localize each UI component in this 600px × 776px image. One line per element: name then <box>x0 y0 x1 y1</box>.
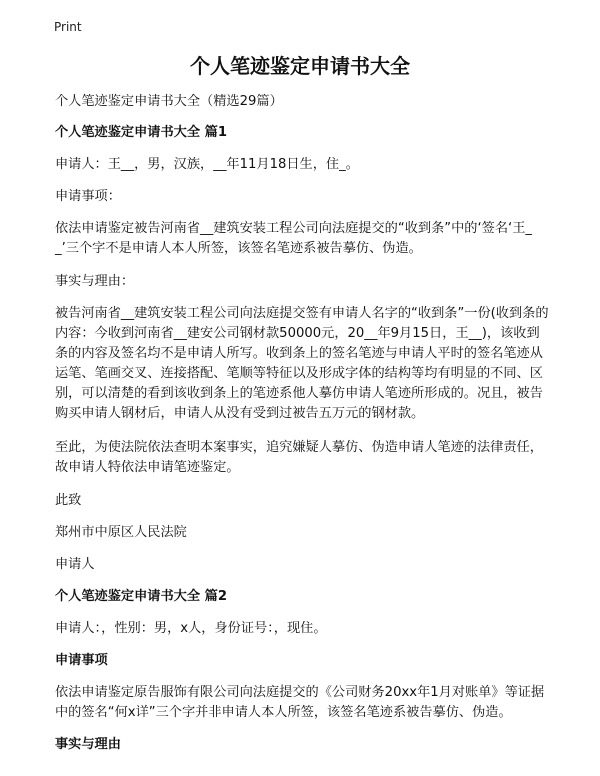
section1-facts: 被告河南省__建筑安装工程公司向法庭提交签有申请人名字的“收到条”一份(收到条的内容：今收到河南省__建安公司钢材款50000元，20__年9月15日，王__)，该收到条的内容及签名均不是申请人所写。收到条上的签名笔迹与申请人平时的签名笔迹从运笔、笔画交叉、连接搭配、笔顺等特征以及形成字体的结构等均有明显的不同、区别，可以清楚的看到该收到条上的笔迹系他人摹仿申请人笔迹所形成的。况且，被告购买申请人钢材后，申请人从没有受到过被告五万元的钢材款。 <box>55 306 549 421</box>
document-subtitle: 个人笔迹鉴定申请书大全（精选29篇） <box>55 94 283 109</box>
section1-court: 郑州市中原区人民法院 <box>55 525 187 540</box>
section1-heading: 个人笔迹鉴定申请书大全 篇1 <box>55 125 228 140</box>
section1-applicant: 申请人：王__，男，汉族，__年11月18日生，住_。 <box>55 157 359 172</box>
section1-matters-heading: 申请事项： <box>55 189 121 204</box>
section1-conclusion: 至此，为使法院依法查明本案事实，追究嫌疑人摹仿、伪造申请人笔迹的法律责任，故申请人特依法申请笔迹鉴定。 <box>55 440 543 475</box>
print-link[interactable]: Print <box>54 20 82 34</box>
section1-signature: 申请人 <box>55 557 95 572</box>
document-title: 个人笔迹鉴定申请书大全 <box>190 54 410 78</box>
section2-applicant: 申请人：，性别：男，x人，身份证号：，现住。 <box>55 621 327 636</box>
section2-heading: 个人笔迹鉴定申请书大全 篇2 <box>55 589 228 604</box>
section2-matters: 依法申请鉴定原告服饰有限公司向法庭提交的《公司财务20xx年1月对账单》等证据中的签名“何x详”三个字并非申请人本人所签，该签名笔迹系被告摹仿、伪造。 <box>55 685 545 720</box>
section1-facts-heading: 事实与理由： <box>55 274 135 289</box>
section1-salutation: 此致 <box>55 493 82 508</box>
section2-facts-heading: 事实与理由 <box>55 737 121 752</box>
section1-matters: 依法申请鉴定被告河南省__建筑安装工程公司向法庭提交的“收到条”中的‘签名‘王__’三个字不是申请人本人所签，该签名笔迹系被告摹仿、伪造。 <box>55 221 533 256</box>
document-body <box>55 92 550 755</box>
section2-matters-heading: 申请事项 <box>55 653 108 668</box>
